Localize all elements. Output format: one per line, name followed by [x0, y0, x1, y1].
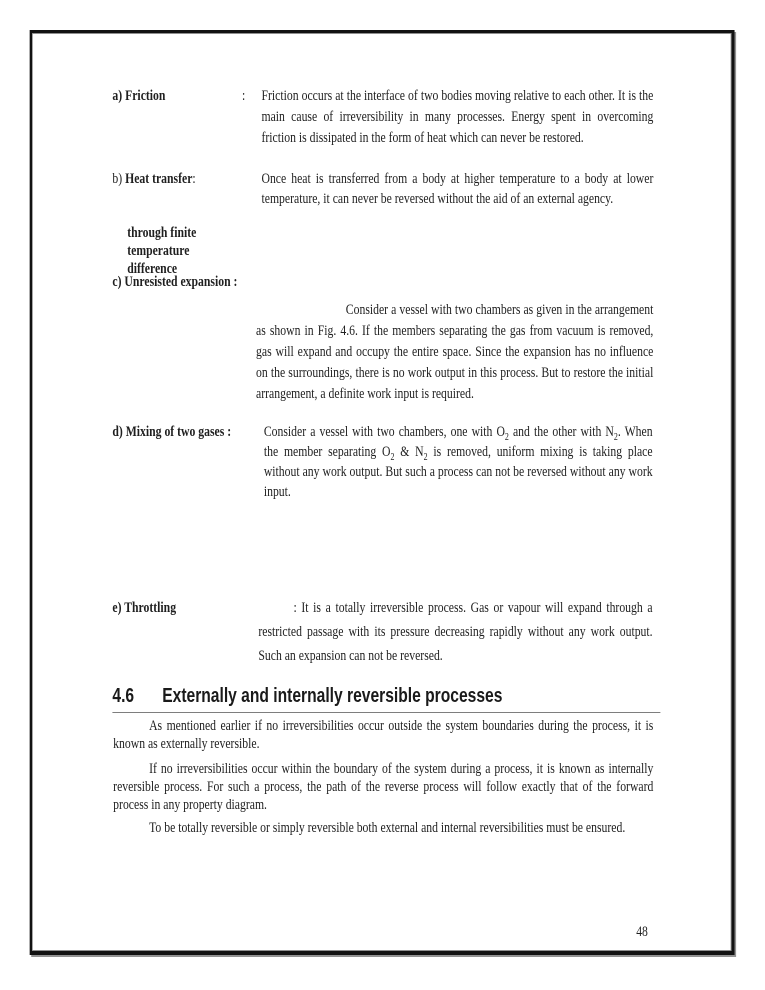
entry-c-description: Consider a vessel with two chambers as given in the arrangement as shown in Fig. 4.6. If the members separating the gas from vacuum is removed, gas will expand and occupy the entire space. Since the expansion has no influence on the surroundings, there is no work output in this process. But to restore the initial arrangement, a definite work input is required. [256, 302, 654, 402]
entry-d-text-segment: . When the member separating O [263, 424, 653, 460]
nitrogen-subscript: 2 [423, 452, 428, 463]
entry-b-label-bold: Heat transfer [125, 171, 193, 187]
section-heading [112, 684, 660, 713]
entry-d-text-segment: & N [394, 444, 424, 460]
entry-d-description [264, 422, 653, 502]
entry-b-label-prefix: b) [112, 171, 126, 187]
entry-b-label-suffix: : [192, 171, 196, 187]
section-title: Externally and internally reversible processes [162, 685, 503, 707]
oxygen-subscript: 2 [390, 452, 395, 463]
entry-a-label: a) Friction [112, 88, 166, 104]
section-paragraph: If no irreversibilities occur within the boundary of the system during a process, it is known as internally reversible process. For such a process, the path of the reverse process will follow exactly that of the forward process in any property diagram. [113, 761, 654, 813]
entry-b-continuation-line: difference [127, 261, 178, 277]
oxygen-subscript: 2 [504, 432, 509, 443]
entry-b-label-continuation [127, 224, 196, 278]
entry-b-description: Once heat is transferred from a body at higher temperature to a body at lower temperature, it can never be reversed without the aid of an external agency. [261, 171, 654, 207]
section-paragraph: As mentioned earlier if no irreversibilities occur outside the system boundaries during the process, it is known as externally reversible. [113, 718, 654, 752]
nitrogen-subscript: 2 [613, 432, 618, 443]
entry-a-description: Friction occurs at the interface of two bodies moving relative to each other. It is the main cause of irreversibility in many processes. Energy spent in overcoming friction is dissipated in the form of heat which can never be restored. [261, 88, 654, 146]
entry-e-description: : It is a totally irreversible process. Gas or vapour will expand through a restricted passage with its pressure decreasing rapidly without any work output. Such an expansion can not be reversed. [258, 600, 653, 664]
section-paragraph: To be totally reversible or simply reversible both external and internal reversibilities must be ensured. [149, 820, 626, 836]
entry-b-label [112, 169, 195, 189]
entry-e-label: e) Throttling [112, 600, 177, 616]
entry-c-label: c) Unresisted expansion : [112, 274, 238, 290]
entry-a-colon: : [241, 88, 246, 104]
section-number: 4.6 [112, 685, 135, 707]
entry-d-text-segment: and the other with N [508, 424, 614, 440]
entry-d-label: d) Mixing of two gases : [112, 424, 232, 440]
entry-d-text-segment: Consider a vessel with two chambers, one with O [263, 424, 505, 440]
entry-b-continuation-line: through finite [127, 225, 197, 241]
page-number: 48 [636, 924, 648, 940]
entry-d-text-segment: is removed, uniform mixing is taking place without any work output. But such a process can not be reversed without any work input. [263, 444, 653, 500]
entry-b-continuation-line: temperature [127, 243, 190, 259]
